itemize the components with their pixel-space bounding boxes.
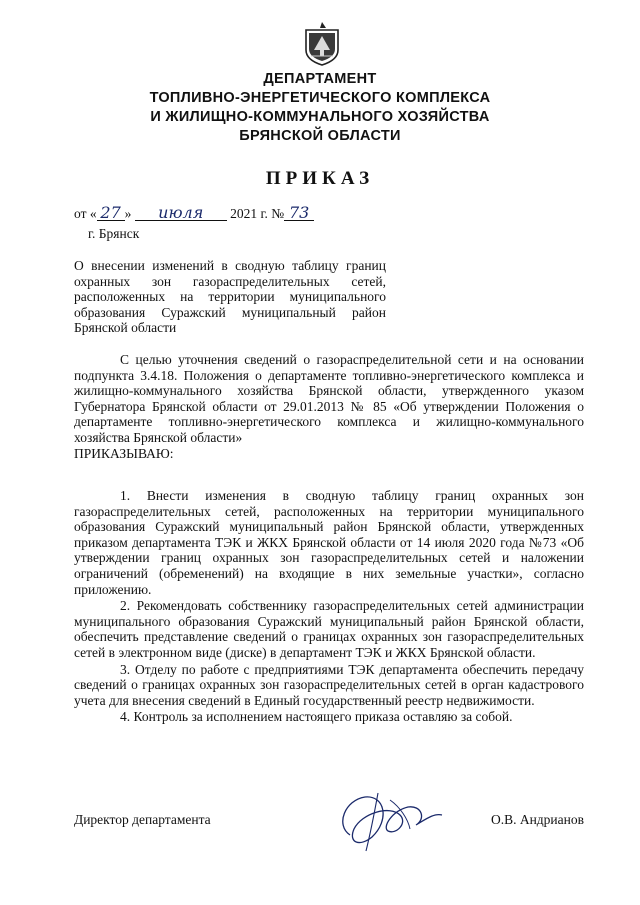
preamble-text: С целью уточнения сведений о газораспределительной сети и на основании подпункта 3.4.18. Положения о департаменте топливно-энергетического комплекса и жилищно-коммунального хозяйства Брянской области, утвержденного указом Губернатора Брянской области от 29.01.2013 № 85 «Об утверждении Положения о департаменте топливно-энергетического комплекса и жилищно-коммунального хозяйства Брянской области» (74, 352, 584, 445)
date-prefix: от « (74, 206, 97, 221)
order-number: 73 (284, 206, 314, 221)
order-year: 2021 г. (230, 206, 268, 221)
order-item: 4. Контроль за исполнением настоящего приказа оставляю за собой. (120, 709, 513, 725)
coat-of-arms-icon (300, 20, 344, 66)
order-item: 2. Рекомендовать собственнику газораспределительных сетей администрации муниципального образования Суражский муниципальный район Брянской области, обеспечить представление сведений о границах охранных зон газораспределительных сетей в электронном виде (диске) в департамент ТЭК и ЖКХ Брянской области. (74, 598, 584, 660)
order-title: ПРИКАЗ (265, 168, 375, 189)
quote-close: » (124, 206, 132, 221)
department-heading (0, 70, 640, 146)
order-item: 1. Внести изменения в сводную таблицу границ охранных зон газораспределительных сетей, расположенных на территории муниципального образования Суражский муниципальный район Брянской области, утвержденных приказом департамента ТЭК и ЖКХ Брянской области от 14 июля 2020 года №73 «Об утверждении границ охранных зон газораспределительных сетей и наложении ограничений (обременений) на входящие в них земельные участки», согласно приложению. (74, 488, 584, 597)
order-city: г. Брянск (88, 226, 140, 241)
order-day: 27 (97, 206, 125, 221)
order-items (74, 488, 584, 726)
order-item: 3. Отделу по работе с предприятиями ТЭК департамента обеспечить передачу сведений о границах охранных зон газораспределительных сетей в орган кадастрового учета для внесения сведений в Единый государственный реестр недвижимости. (74, 661, 584, 708)
order-date-line (74, 203, 314, 222)
signer-position: Директор департамента (74, 812, 211, 827)
department-line: ТОПЛИВНО-ЭНЕРГЕТИЧЕСКОГО КОМПЛЕКСА (149, 90, 491, 106)
department-line: БРЯНСКОЙ ОБЛАСТИ (239, 128, 401, 144)
handwritten-signature (330, 785, 460, 855)
number-prefix: № (271, 206, 285, 221)
signer-name: О.В. Андрианов (490, 812, 584, 827)
department-line: И ЖИЛИЩНО-КОММУНАЛЬНОГО ХОЗЯЙСТВА (150, 109, 490, 125)
order-word: ПРИКАЗЫВАЮ: (74, 445, 174, 461)
department-line: ДЕПАРТАМЕНТ (263, 71, 377, 87)
preamble-block (74, 352, 584, 461)
order-subject: О внесении изменений в сводную таблицу границ охранных зон газораспределительных сетей, расположенных на территории муниципального образования Суражский муниципальный район Брянской области (74, 258, 386, 336)
order-month: июля (135, 206, 227, 221)
